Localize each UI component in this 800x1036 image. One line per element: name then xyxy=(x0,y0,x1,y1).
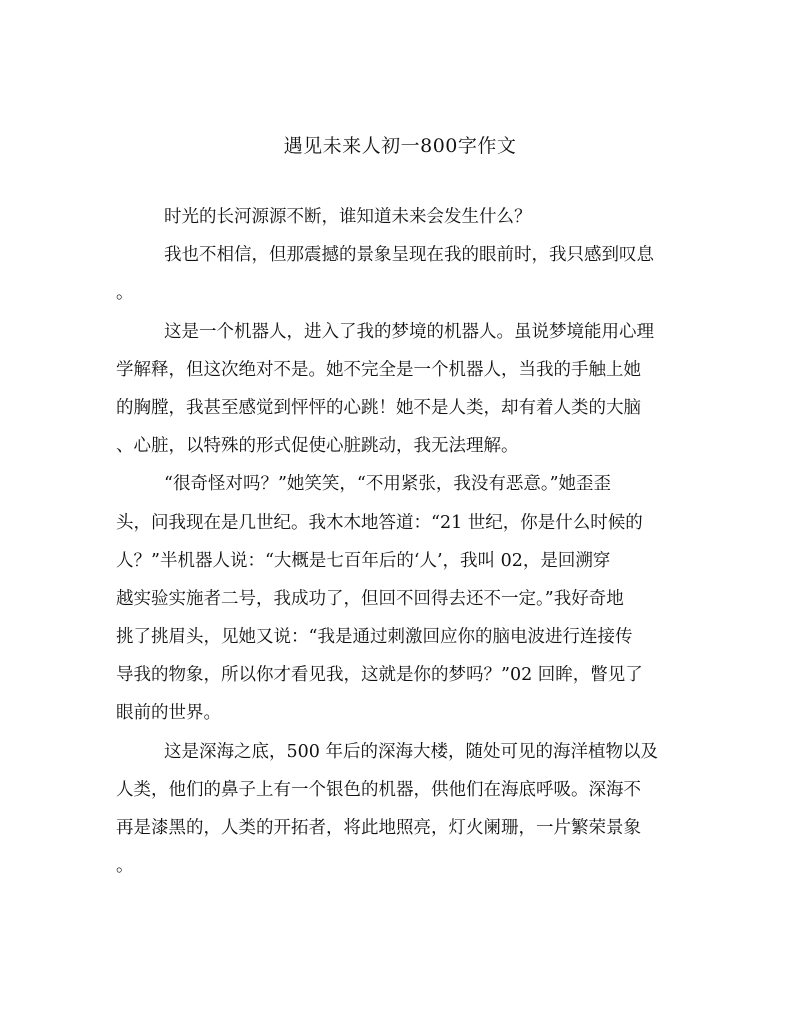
text-line: 挑了挑眉头，见她又说：“我是通过刺激回应你的脑电波进行连接传 xyxy=(116,627,633,648)
text-line: 这是一个机器人，进入了我的梦境的机器人。虽说梦境能用心理 xyxy=(164,321,654,342)
text-line: 越实验实施者二号，我成功了，但回不回得去还不一定。”我好奇地 xyxy=(116,588,624,609)
text-line: 导我的物象，所以你才看见我，这就是你的梦吗？”02 回眸，瞥见了 xyxy=(116,665,643,686)
essay-body xyxy=(116,198,682,885)
text-line: 。 xyxy=(116,856,134,877)
text-line: 这是深海之底，500 年后的深海大楼，随处可见的海洋植物以及 xyxy=(164,741,658,762)
text-line: 学解释，但这次绝对不是。她不完全是一个机器人，当我的手触上她 xyxy=(116,359,641,380)
text-line: 眼前的世界。 xyxy=(116,703,221,724)
text-line: 的胸膛，我甚至感觉到怦怦的心跳！她不是人类，却有着人类的大脑 xyxy=(116,397,641,418)
text-line: 。 xyxy=(116,283,134,304)
text-line: 头，问我现在是几世纪。我木木地答道：“21 世纪，你是什么时候的 xyxy=(116,512,643,533)
text-line: 时光的长河源源不断，谁知道未来会发生什么？ xyxy=(164,207,532,227)
document-title: 遇见未来人初一800字作文 xyxy=(283,135,517,157)
text-line: 再是漆黑的，人类的开拓者，将此地照亮，灯火阑珊，一片繁荣景象 xyxy=(116,818,641,838)
text-line: 我也不相信，但那震撼的景象呈现在我的眼前时，我只感到叹息 xyxy=(164,245,654,266)
text-line: “很奇怪对吗？”她笑笑，“不用紧张，我没有恶意。”她歪歪 xyxy=(164,474,612,495)
text-line: 人？”半机器人说：“大概是七百年后的‘人’，我叫 02，是回溯穿 xyxy=(116,550,611,571)
text-line: 、心脏，以特殊的形式促使心脏跳动，我无法理解。 xyxy=(116,436,519,457)
text-line: 人类，他们的鼻子上有一个银色的机器，供他们在海底呼吸。深海不 xyxy=(116,779,641,800)
